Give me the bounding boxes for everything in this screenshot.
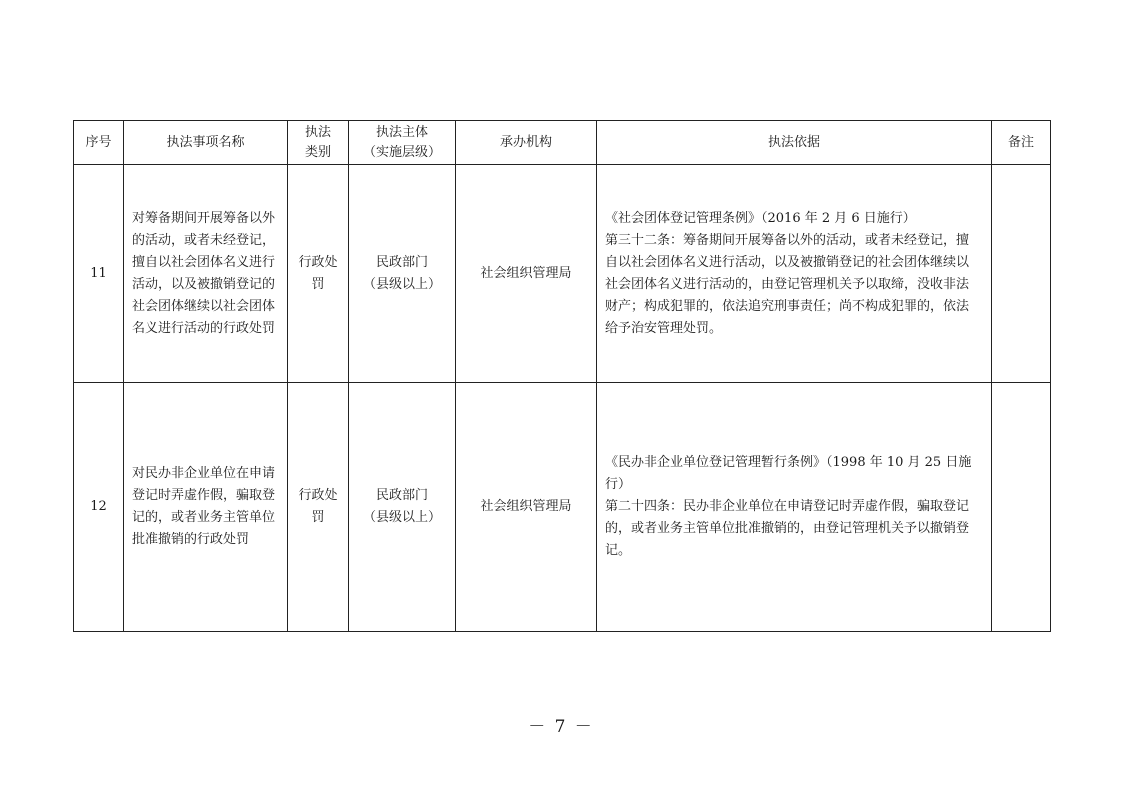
row-basis-title: 《社会团体登记管理条例》（2016 年 2 月 6 日施行） [605, 210, 916, 226]
table-header-row [74, 121, 1051, 165]
row-subject-line1: 民政部门 [375, 254, 428, 270]
header-remarks: 备注 [992, 121, 1051, 165]
row-subject [349, 383, 456, 632]
row-category: 行政处罚 [288, 165, 349, 383]
row-remarks [992, 165, 1051, 383]
table-row [74, 383, 1051, 632]
header-subject-line2: （实施层级） [362, 144, 441, 160]
row-subject-line1: 民政部门 [375, 488, 428, 503]
header-subject-line1: 执法主体 [375, 124, 428, 140]
row-basis [597, 383, 992, 632]
row-agency: 社会组织管理局 [456, 383, 597, 632]
row-item-name: 对筹备期间开展筹备以外的活动，或者未经登记，擅自以社会团体名义进行活动，以及被撤销登记的社会团体继续以社会团体名义进行活动的行政处罚 [124, 165, 288, 383]
row-seq: 11 [74, 165, 124, 383]
header-subject [349, 121, 456, 165]
row-basis [597, 165, 992, 383]
header-agency: 承办机构 [456, 121, 597, 165]
header-category [288, 121, 349, 165]
header-basis: 执法依据 [597, 121, 992, 165]
row-basis-title: 《民办非企业单位登记管理暂行条例》（1998 年 10 月 25 日施行） [605, 455, 972, 492]
row-subject-line2: （县级以上） [362, 510, 441, 525]
header-item-name: 执法事项名称 [124, 121, 288, 165]
header-category-line1: 执法 [304, 124, 331, 140]
enforcement-items-table [73, 120, 1051, 632]
row-category: 行政处罚 [288, 383, 349, 632]
row-basis-article: 第三十二条：筹备期间开展筹备以外的活动，或者未经登记，擅自以社会团体名义进行活动，以及被撤销登记的社会团体继续以社会团体名义进行活动的，由登记管理机关予以取缔，没收非法财产；构成犯罪的，依法追究刑事责任；尚不构成犯罪的，依法给予治安管理处罚。 [605, 232, 970, 336]
row-remarks [992, 383, 1051, 632]
row-subject [349, 165, 456, 383]
row-agency: 社会组织管理局 [456, 165, 597, 383]
header-category-line2: 类别 [304, 144, 331, 160]
header-seq: 序号 [74, 121, 124, 165]
row-subject-line2: （县级以上） [362, 276, 441, 292]
page-number: － 7 － [528, 717, 594, 737]
row-item-name: 对民办非企业单位在申请登记时弄虚作假，骗取登记的，或者业务主管单位批准撤销的行政处罚 [124, 383, 288, 632]
table-row [74, 165, 1051, 383]
row-basis-article: 第二十四条：民办非企业单位在申请登记时弄虚作假，骗取登记的，或者业务主管单位批准撤销的，由登记管理机关予以撤销登记。 [605, 499, 970, 558]
row-seq: 12 [74, 383, 124, 632]
